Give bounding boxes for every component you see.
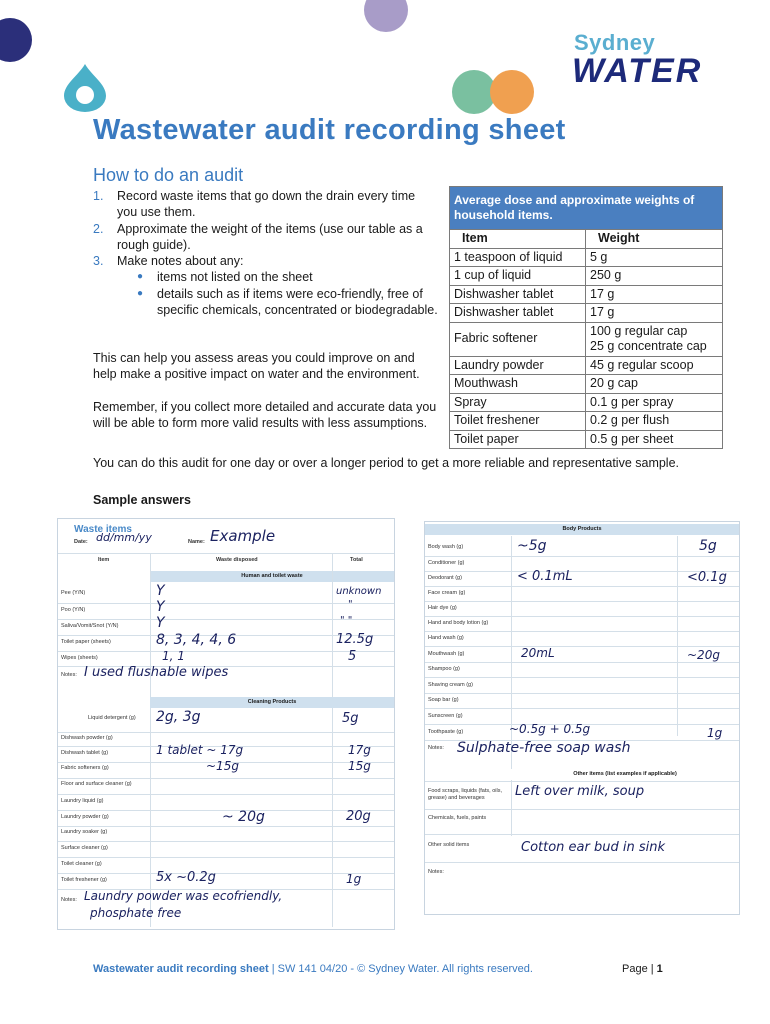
table-row: [450, 412, 723, 431]
weight-cell: 45 g regular scoop: [586, 356, 723, 375]
weight-cell: 17 g: [586, 285, 723, 304]
row-label: Toilet cleaner (g): [61, 861, 102, 867]
row-total: 5g: [342, 711, 359, 726]
paragraph-remember: Remember, if you collect more detailed and accurate data you will be able to form more valid results with less assumptions.: [93, 400, 437, 431]
column-header-disposed: Waste disposed: [216, 557, 258, 563]
rule: [425, 693, 739, 694]
row-value: 8, 3, 4, 4, 6: [156, 632, 237, 648]
row-value: ~5g: [517, 538, 547, 554]
rule: [425, 862, 739, 863]
item-cell: Dishwasher tablet: [450, 285, 586, 304]
row-value: 5x ~0.2g: [156, 870, 216, 885]
row-total: 1g: [707, 726, 723, 740]
sample-form-waste-items: [57, 518, 395, 930]
rule: [58, 873, 394, 874]
weight-cell: 20 g cap: [586, 375, 723, 394]
row-label: Laundry liquid (g): [61, 798, 104, 804]
row-label: Sunscreen (g): [428, 713, 463, 719]
rule: [58, 794, 394, 795]
rule: [425, 646, 739, 647]
water-drop-icon: [62, 62, 108, 112]
name-value: Example: [210, 527, 276, 545]
dose-table-heading: Average dose and approximate weights of household items.: [450, 187, 723, 230]
bullet-text: details such as if items were eco-friendly, free of specific chemicals, concentrated or biodegradable.: [157, 286, 438, 318]
step-text: Approximate the weight of the items (use our table as a rough guide).: [117, 221, 423, 252]
row-label: Body wash (g): [428, 544, 464, 550]
row-value: ~0.5g + 0.5g: [509, 722, 591, 736]
rule: [425, 708, 739, 709]
item-cell: Toilet freshener: [450, 412, 586, 431]
row-value: 2g, 3g: [156, 709, 201, 725]
step-text: Record waste items that go down the drain every time you use them.: [117, 189, 416, 220]
page-title: Wastewater audit recording sheet: [93, 114, 566, 146]
weight-cell: 0.1 g per spray: [586, 393, 723, 412]
item-cell: 1 cup of liquid: [450, 267, 586, 286]
date-value: dd/mm/yy: [96, 531, 152, 544]
item-cell: Mouthwash: [450, 375, 586, 394]
logo-water: WATER: [572, 52, 703, 90]
row-value: ~15g: [206, 759, 239, 773]
item-cell: Spray: [450, 393, 586, 412]
weight-cell: 5 g: [586, 248, 723, 267]
step-number: 3.: [93, 254, 104, 269]
row-label: Soap bar (g): [428, 697, 459, 703]
row-label: Hand and body lotion (g): [428, 620, 489, 626]
row-label: Laundry powder (g): [61, 814, 109, 820]
rule: [332, 553, 333, 927]
column-header-total: Total: [350, 557, 363, 563]
rule: [425, 616, 739, 617]
row-value: Cotton ear bud in sink: [521, 840, 666, 855]
page-value: 1: [656, 963, 663, 975]
row-total: 20g: [346, 809, 371, 824]
section-heading-how-to: How to do an audit: [93, 165, 244, 185]
name-label: Name:: [188, 539, 205, 545]
rule: [425, 662, 739, 663]
row-total: 5: [348, 649, 357, 664]
item-cell: Laundry powder: [450, 356, 586, 375]
decorative-circle-lavender: [364, 0, 408, 32]
step-item: [93, 188, 438, 221]
row-total: unknown: [336, 586, 382, 597]
rule: [58, 732, 394, 733]
rule: [58, 603, 394, 604]
dose-table-header-row: [450, 230, 723, 249]
weight-cell: 250 g: [586, 267, 723, 286]
row-label: Other solid items: [428, 842, 470, 848]
item-cell: Dishwasher tablet: [450, 304, 586, 323]
sample-form-body-products: [424, 521, 740, 915]
row-value: Y: [156, 583, 165, 599]
row-value: Left over milk, soup: [515, 784, 645, 799]
section-bar-cleaning: Cleaning Products: [150, 697, 394, 708]
step-number: 2.: [93, 221, 104, 236]
row-label: Hair dye (g): [428, 605, 457, 611]
paragraph-assess: This can help you assess areas you could improve on and help make a positive impact on water and the environment.: [93, 351, 420, 382]
rule: [511, 536, 512, 836]
rule: [425, 631, 739, 632]
page-number: [622, 963, 663, 975]
weight-line: 25 g concentrate cap: [590, 339, 707, 353]
row-label: Toothpaste (g): [428, 729, 464, 735]
table-row: [450, 375, 723, 394]
row-label: Poo (Y/N): [61, 607, 86, 613]
notes-label: Notes:: [428, 745, 444, 751]
bullet-icon: ●: [137, 271, 144, 283]
dose-table-heading-row: [450, 187, 723, 230]
column-header-item: Item: [98, 557, 110, 563]
weight-cell: 0.5 g per sheet: [586, 430, 723, 449]
row-total: 1g: [346, 872, 362, 886]
row-label: Fabric softeners (g): [61, 765, 109, 771]
row-label: Shampoo (g): [428, 666, 460, 672]
footer-copyright: | SW 141 04/20 - © Sydney Water. All rights reserved.: [268, 963, 533, 975]
row-label: Pee (Y/N): [61, 590, 86, 596]
notes-value-line1: Laundry powder was ecofriendly,: [84, 889, 283, 903]
rule: [425, 556, 739, 557]
column-header-item: Item: [450, 230, 586, 249]
footer: [93, 963, 533, 975]
page-label: Page |: [622, 963, 657, 975]
notes-label: Notes:: [61, 897, 77, 903]
audit-steps-list: [93, 188, 438, 318]
rule: [58, 651, 394, 652]
weight-cell: 17 g: [586, 304, 723, 323]
row-label: Floor and surface cleaner (g): [61, 781, 132, 787]
bullet-icon: ●: [137, 287, 144, 299]
sample-answers-label: Sample answers: [93, 493, 191, 507]
row-total: <0.1g: [687, 570, 727, 585]
step-text: Make notes about any:: [117, 254, 244, 269]
footer-title: Wastewater audit recording sheet: [93, 963, 269, 975]
bullet-item: [137, 269, 438, 285]
row-value: Y: [156, 615, 165, 631]
section-bar-human-waste: Human and toilet waste: [150, 571, 394, 582]
row-total: 15g: [348, 759, 371, 773]
row-total: 12.5g: [336, 632, 374, 647]
row-label: Surface cleaner (g): [61, 845, 108, 851]
row-label: Dishwash powder (g): [61, 735, 113, 741]
decorative-circle-orange: [490, 70, 534, 114]
date-label: Date:: [74, 539, 88, 545]
table-row: [450, 248, 723, 267]
section-bar-body-products: Body Products: [425, 524, 739, 535]
notes-value: Sulphate-free soap wash: [457, 740, 631, 756]
item-cell: Toilet paper: [450, 430, 586, 449]
item-cell: 1 teaspoon of liquid: [450, 248, 586, 267]
row-label: Mouthwash (g): [428, 651, 465, 657]
table-row: [450, 430, 723, 449]
row-label: Toilet freshener (g): [61, 877, 107, 883]
rule: [425, 677, 739, 678]
rule: [677, 536, 678, 736]
row-value: < 0.1mL: [517, 569, 573, 584]
rule: [425, 586, 739, 587]
notes-value: I used flushable wipes: [84, 665, 229, 680]
step-item: [93, 221, 438, 254]
row-total: ": [348, 599, 353, 610]
notes-value-line2: phosphate free: [90, 906, 182, 920]
row-label: Saliva/Vomit/Snot (Y/N): [61, 623, 119, 629]
bullet-text: items not listed on the sheet: [157, 270, 313, 285]
rule: [58, 857, 394, 858]
notes-label: Notes:: [61, 672, 77, 678]
rule: [150, 553, 151, 927]
row-label: Dishwash tablet (g): [61, 750, 109, 756]
dose-weight-table: [449, 186, 723, 449]
row-label: Face cream (g): [428, 590, 466, 596]
row-value: 1, 1: [162, 649, 185, 663]
table-row: [450, 356, 723, 375]
column-header-weight: Weight: [586, 230, 723, 249]
weight-line: 100 g regular cap: [590, 323, 688, 338]
row-label: Liquid detergent (g): [88, 715, 136, 721]
rule: [58, 826, 394, 827]
bullet-item: [137, 286, 438, 319]
row-label: Hand wash (g): [428, 635, 464, 641]
row-label: Food scraps, liquids (fats, oils, grease) and beverages: [428, 788, 502, 801]
rule: [425, 781, 739, 782]
row-value: Y: [156, 599, 165, 615]
row-label: Shaving cream (g): [428, 682, 473, 688]
row-total: 17g: [348, 743, 371, 757]
form-title: Waste items: [74, 524, 132, 535]
rule: [58, 553, 394, 554]
rule: [58, 778, 394, 779]
table-row: [450, 285, 723, 304]
rule: [425, 809, 739, 810]
row-label: Deodorant (g): [428, 575, 462, 581]
table-row: [450, 322, 723, 356]
row-total: ~20g: [687, 648, 720, 662]
weight-cell: [586, 322, 723, 356]
step-number: 1.: [93, 189, 104, 203]
row-total: 5g: [699, 538, 717, 554]
table-row: [450, 304, 723, 323]
row-value: ~ 20g: [222, 809, 265, 825]
row-label: Toilet paper (sheets): [61, 639, 111, 645]
row-value: 20mL: [521, 646, 555, 660]
item-cell: Fabric softener: [450, 322, 586, 356]
row-label: Wipes (sheets): [61, 655, 98, 661]
sydney-water-logo: [572, 30, 712, 90]
weight-cell: 0.2 g per flush: [586, 412, 723, 431]
decorative-circle-navy: [0, 18, 32, 62]
logo-sydney: Sydney: [574, 30, 656, 55]
table-row: [450, 267, 723, 286]
row-value: 1 tablet ~ 17g: [156, 743, 244, 757]
notes-label: Notes:: [428, 869, 444, 875]
rule: [425, 601, 739, 602]
row-label: Conditioner (g): [428, 560, 465, 566]
row-label: Laundry soaker (g): [61, 829, 108, 835]
rule: [58, 841, 394, 842]
paragraph-period: You can do this audit for one day or over a longer period to get a more reliable and representative sample.: [93, 456, 680, 470]
table-row: [450, 393, 723, 412]
step-item: [93, 253, 438, 269]
rule: [425, 834, 739, 835]
notes-bullet-list: [137, 269, 438, 318]
section-bar-other-items: Other items (list examples if applicable): [511, 769, 739, 780]
row-label: Chemicals, fuels, paints: [428, 815, 487, 821]
row-total: " ": [340, 615, 353, 626]
